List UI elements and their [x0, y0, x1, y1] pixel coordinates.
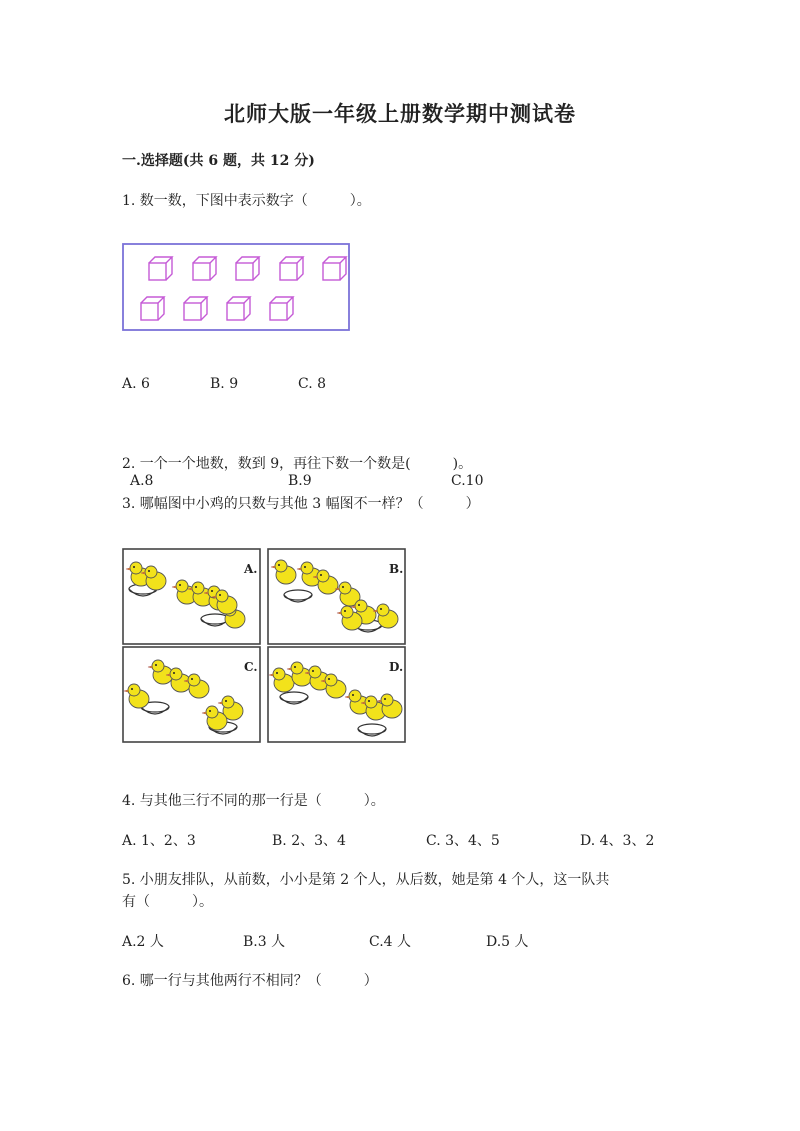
- cube: [236, 257, 259, 280]
- chick-panel-c: [123, 647, 260, 742]
- q4-option-c: C. 3、4、5: [426, 833, 500, 849]
- q1-option-a: A. 6: [122, 376, 150, 392]
- q1-option-c: C. 8: [298, 376, 327, 392]
- q5-option-d: D.5 人: [486, 934, 529, 950]
- panel-a-label: A.: [244, 562, 258, 576]
- cube: [149, 257, 172, 280]
- cube: [270, 297, 293, 320]
- q4-option-a: A. 1、2、3: [122, 833, 196, 849]
- chick-panels-svg: [122, 548, 407, 746]
- chick-figure: [122, 548, 407, 746]
- panel-b-label: B.: [389, 562, 404, 576]
- chick-panel-b: [268, 549, 405, 644]
- cube: [141, 297, 164, 320]
- cube: [280, 257, 303, 280]
- q4-option-b: B. 2、3、4: [272, 833, 346, 849]
- q5-option-c: C.4 人: [369, 934, 412, 950]
- q2-option-b: B.9: [288, 473, 312, 489]
- q2-option-c: C.10: [451, 473, 484, 489]
- q1-option-b: B. 9: [210, 376, 239, 392]
- question-4-stem: 4. 与其他三行不同的那一行是（ ）。: [122, 793, 385, 809]
- question-3-stem: 3. 哪幅图中小鸡的只数与其他 3 幅图不一样？（ ）: [122, 496, 480, 512]
- cube-figure: [122, 243, 352, 333]
- page-title: 北师大版一年级上册数学期中测试卷: [224, 101, 576, 126]
- cube: [184, 297, 207, 320]
- q5-option-a: A.2 人: [122, 934, 164, 950]
- chick-panel-d: [268, 647, 405, 742]
- cube: [227, 297, 250, 320]
- q4-option-d: D. 4、3、2: [580, 833, 655, 849]
- cube: [193, 257, 216, 280]
- question-5-stem-line-2: 有（ ）。: [122, 894, 213, 910]
- question-6-stem: 6. 哪一行与其他两行不相同？（ ）: [122, 973, 378, 989]
- panel-c-label: C.: [244, 660, 258, 674]
- cube: [323, 257, 346, 280]
- panel-d-label: D.: [389, 660, 404, 674]
- question-1-stem: 1. 数一数，下图中表示数字（ ）。: [122, 193, 371, 209]
- chick-panel-a: [123, 549, 260, 644]
- q2-option-a: A.8: [130, 473, 154, 489]
- section-heading: 一.选择题(共 6 题，共 12 分): [122, 153, 315, 169]
- question-5-stem-line-1: 5. 小朋友排队，从前数，小小是第 2 个人，从后数，她是第 4 个人，这一队共: [122, 872, 610, 888]
- q5-option-b: B.3 人: [243, 934, 286, 950]
- question-2-stem: 2. 一个一个地数，数到 9，再往下数一个数是( )。: [122, 456, 473, 472]
